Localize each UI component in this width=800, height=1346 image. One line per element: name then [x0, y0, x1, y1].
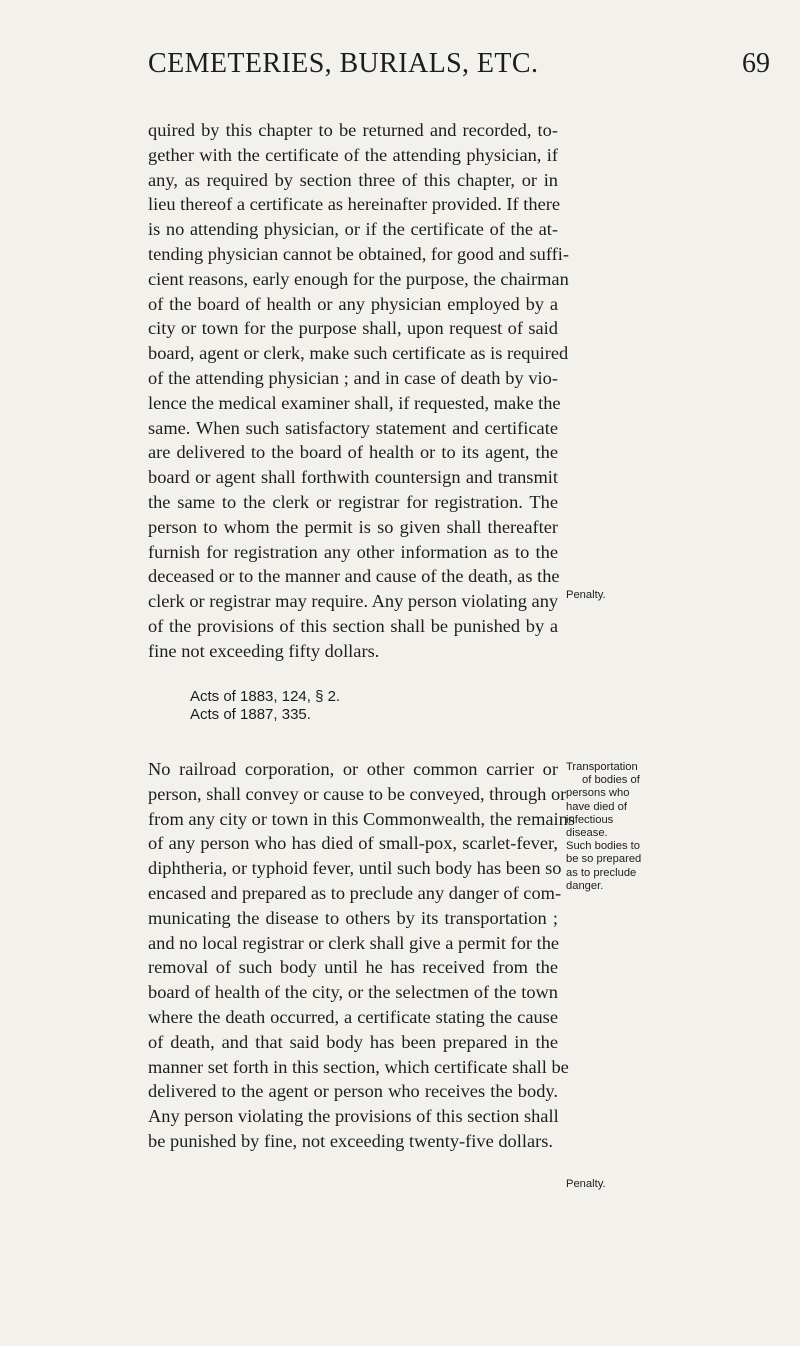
- text-line: any, as required by section three of this chapter, or in: [148, 169, 558, 190]
- text-line: gether with the certificate of the attending physician, if: [148, 144, 558, 165]
- text-line: person to whom the permit is so given shall thereafter: [148, 516, 558, 537]
- margin-note-line: have died of: [566, 800, 627, 813]
- text-line: of the attending physician ; and in case of death by vio-: [148, 367, 558, 388]
- text-line: diphtheria, or typhoid fever, until such body has been so: [148, 858, 562, 879]
- margin-note-penalty: Penalty.: [566, 1178, 606, 1190]
- text-line: municating the disease to others by its transportation ;: [148, 907, 558, 928]
- text-line: same. When such satisfactory statement and certificate: [148, 417, 558, 438]
- text-line: lieu thereof a certificate as hereinafter provided. If there: [148, 194, 561, 215]
- text-line: fine not exceeding fifty dollars.: [148, 640, 380, 661]
- text-line: board or agent shall forthwith countersign and transmit: [148, 467, 558, 488]
- margin-note-line: as to preclude: [566, 866, 637, 879]
- text-line: clerk or registrar may require. Any person violating any: [148, 591, 559, 612]
- text-line: person, shall convey or cause to be conveyed, through or: [148, 783, 567, 804]
- text-line: deceased or to the manner and cause of the death, as the: [148, 566, 560, 587]
- text-line: encased and prepared as to preclude any danger of com-: [148, 882, 562, 903]
- text-line: of the provisions of this section shall be punished by a: [148, 615, 558, 636]
- citation-acts-1883: Acts of 1883, 124, § 2.: [190, 688, 341, 705]
- text-line: of the board of health or any physician employed by a: [148, 293, 558, 314]
- text-line: of any person who has died of small-pox, scarlet-fever,: [148, 833, 558, 854]
- text-line: where the death occurred, a certificate stating the cause: [148, 1006, 558, 1027]
- margin-note-line: danger.: [566, 879, 604, 892]
- margin-note-penalty: Penalty.: [566, 589, 606, 601]
- margin-note-line: persons who: [566, 787, 630, 800]
- text-line: No railroad corporation, or other common carrier or: [148, 759, 558, 779]
- text-line: removal of such body until he has received from the: [148, 957, 558, 978]
- margin-note-line: infectious: [566, 813, 614, 826]
- text-line: the same to the clerk or registrar for registration. The: [148, 491, 558, 512]
- paragraph-burial-permit: [148, 118, 570, 664]
- text-line: is no attending physician, or if the certificate of the at-: [148, 219, 558, 240]
- text-line: tending physician cannot be obtained, for good and suffi-: [148, 243, 570, 264]
- text-line: cient reasons, early enough for the purpose, the chairman: [148, 268, 569, 289]
- text-line: lence the medical examiner shall, if requested, make the: [148, 392, 561, 413]
- text-line: of death, and that said body has been prepared in the: [148, 1031, 558, 1052]
- text-line: delivered to the agent or person who receives the body.: [148, 1081, 558, 1102]
- margin-note-line: Transportation: [566, 761, 638, 773]
- paragraph-transportation: [148, 757, 575, 1154]
- text-line: manner set forth in this section, which certificate shall be: [148, 1056, 569, 1077]
- text-line: are delivered to the board of health or to its agent, the: [148, 442, 558, 463]
- running-header: [148, 48, 770, 80]
- text-line: be punished by fine, not exceeding twenty-five dollars.: [148, 1130, 553, 1151]
- text-line: quired by this chapter to be returned and recorded, to-: [148, 120, 558, 140]
- text-line: and no local registrar or clerk shall give a permit for the: [148, 932, 560, 953]
- text-line: Any person violating the provisions of this section shall: [148, 1106, 559, 1127]
- text-line: board of health of the city, or the selectmen of the town: [148, 982, 558, 1003]
- text-line: furnish for registration any other information as to the: [148, 541, 558, 562]
- text-line: board, agent or clerk, make such certificate as is required: [148, 343, 569, 364]
- citation-acts-1887: Acts of 1887, 335.: [190, 706, 311, 723]
- text-line: from any city or town in this Commonwealth, the remains: [148, 808, 575, 829]
- page-number: 69: [742, 48, 770, 79]
- margin-note-line: disease.: [566, 827, 608, 840]
- margin-note-line: of bodies of: [582, 774, 640, 787]
- margin-note-transportation: [566, 761, 686, 893]
- margin-note-line: be so prepared: [566, 853, 642, 866]
- text-line: city or town for the purpose shall, upon request of said: [148, 318, 558, 339]
- margin-note-line: Such bodies to: [566, 840, 641, 853]
- running-title: CEMETERIES, BURIALS, ETC.: [148, 48, 539, 79]
